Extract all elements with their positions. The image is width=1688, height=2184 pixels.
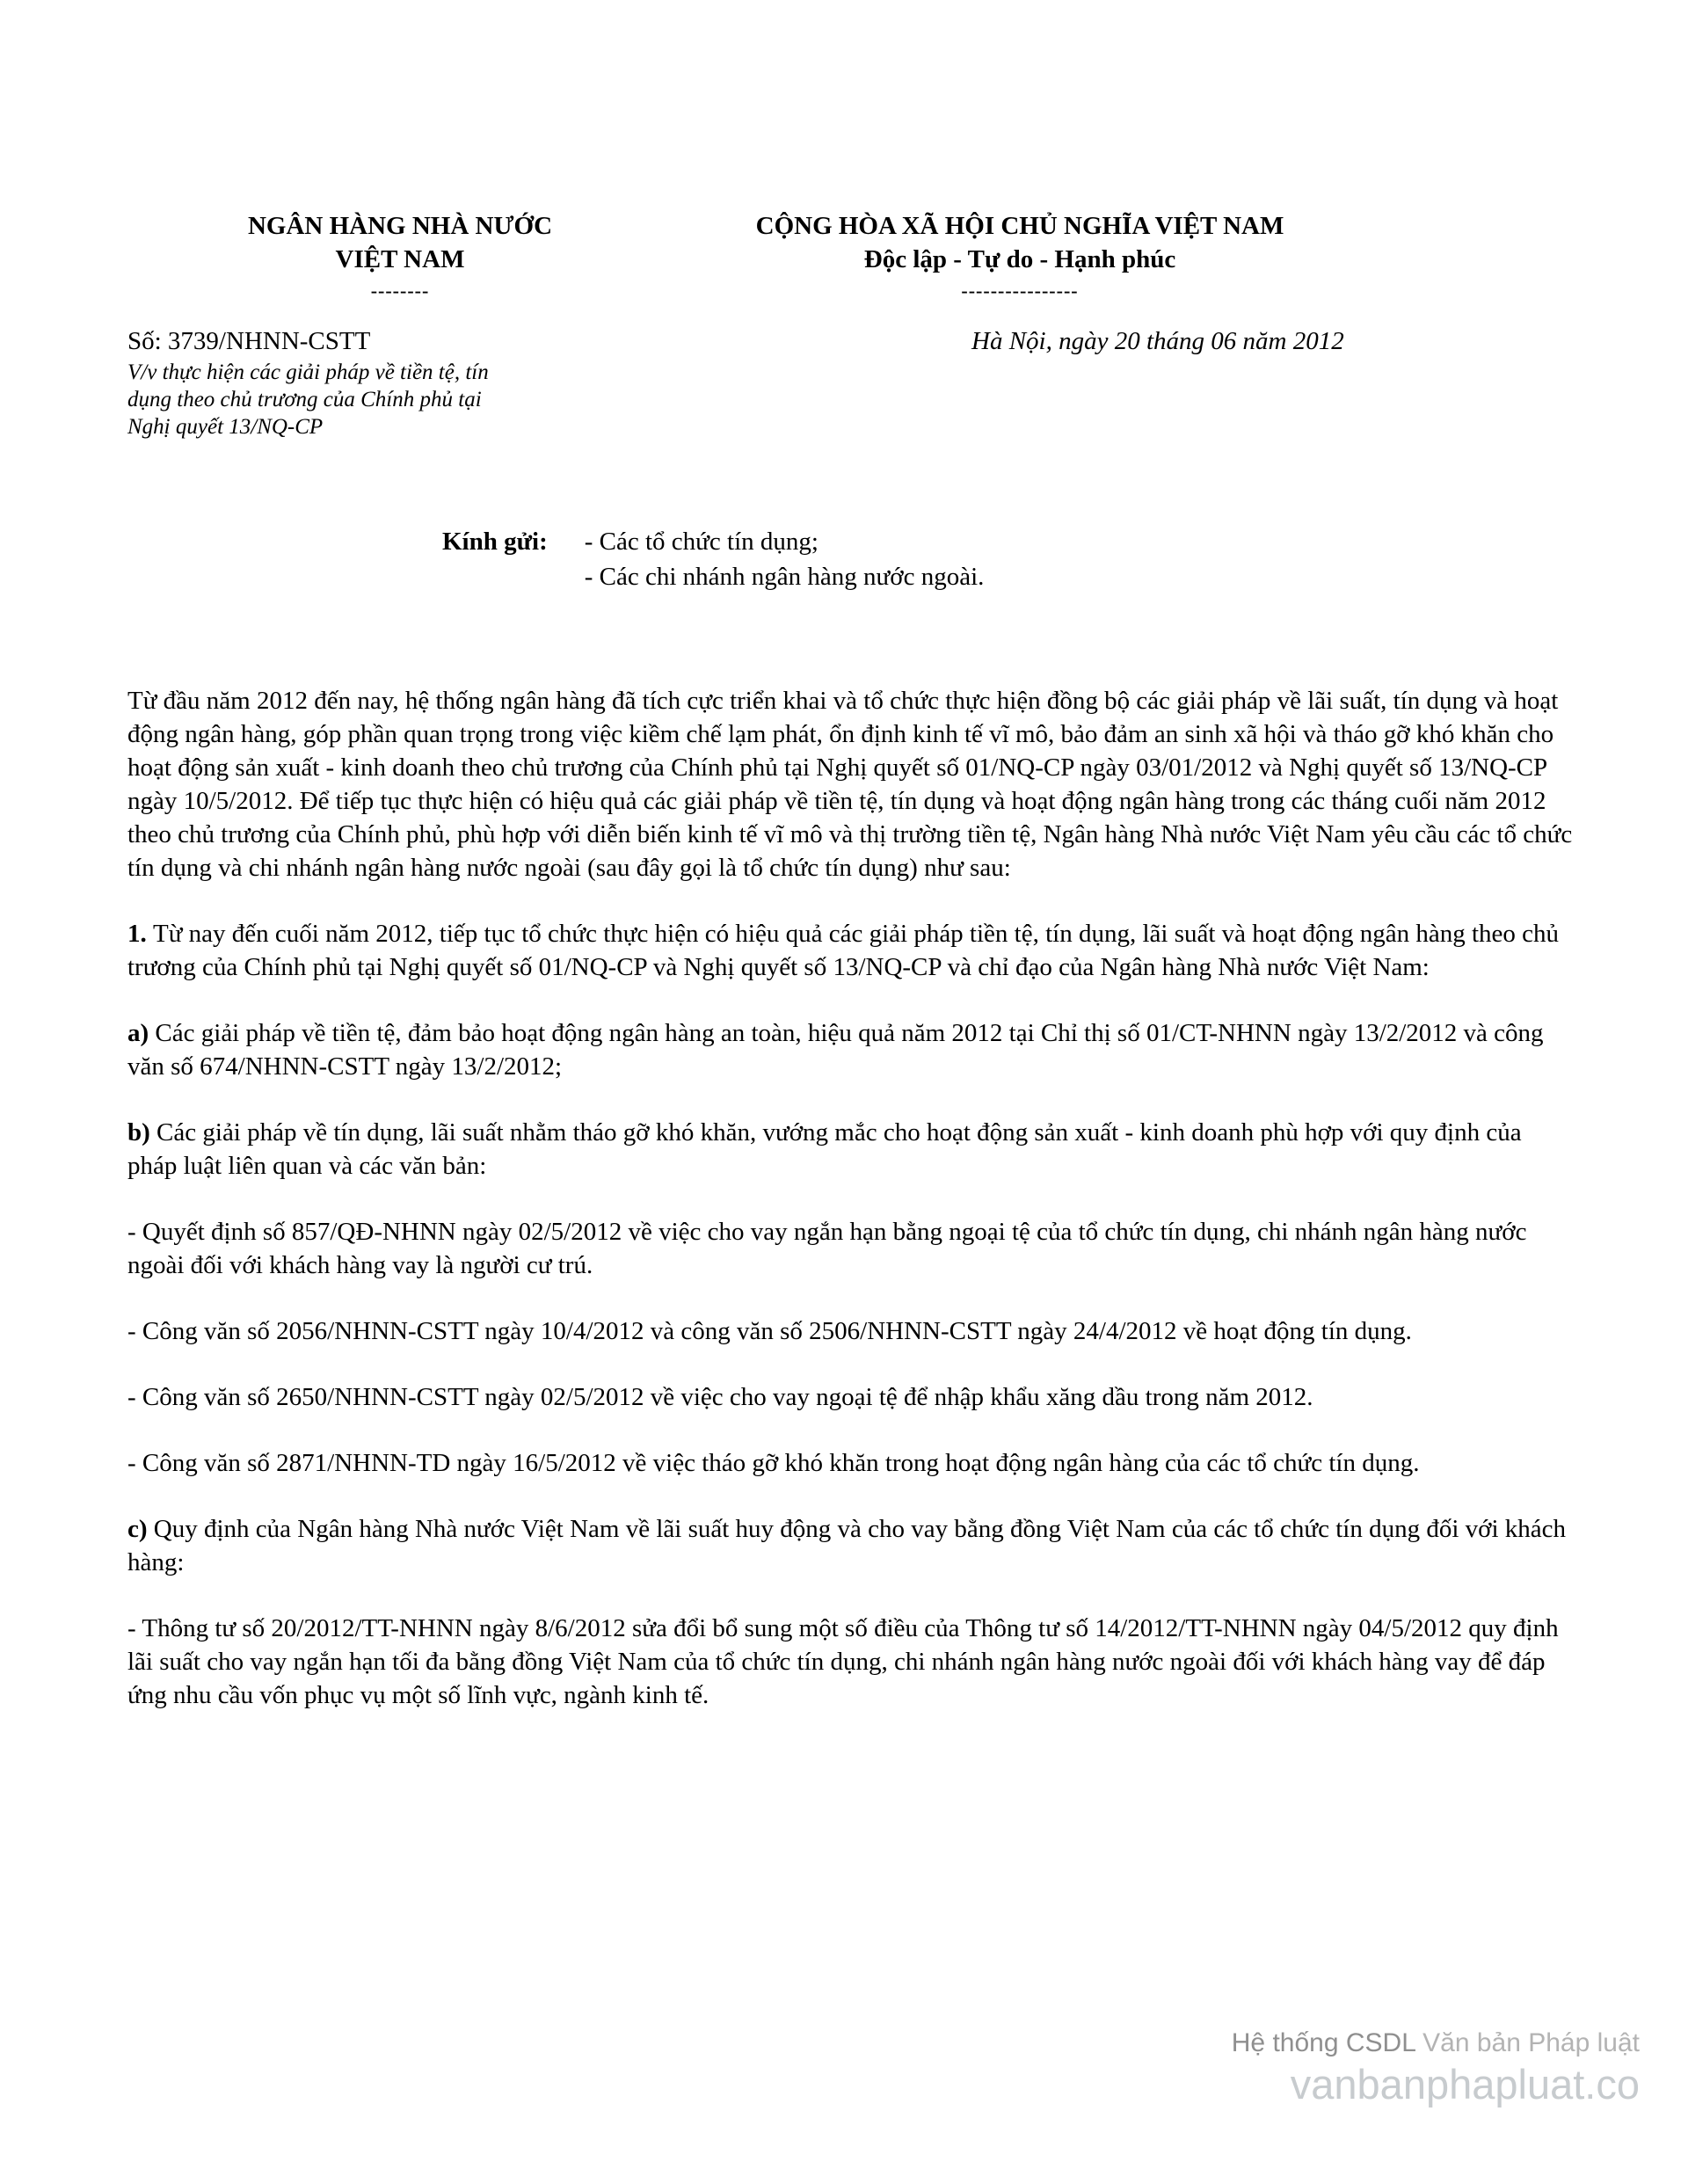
watermark-system-suffix: Văn bản Pháp luật [1422,2028,1640,2058]
body-paragraph [127,1446,1574,1480]
paragraph-text: Từ đầu năm 2012 đến nay, hệ thống ngân hàng đã tích cực triển khai và tổ chức thực hiện đồng bộ các giải pháp về lãi suất, tín dụng và hoạt động ngân hàng, góp phần quan trọng trong việc kiềm chế lạm phát, ổn định kinh tế vĩ mô, bảo đảm an sinh xã hội và tháo gỡ khó khăn cho hoạt động sản xuất - kinh doanh theo chủ trương của Chính phủ tại Nghị quyết số 01/NQ-CP ngày 03/01/2012 và Nghị quyết số 13/NQ-CP ngày 10/5/2012. Để tiếp tục thực hiện có hiệu quả các giải pháp về tiền tệ, tín dụng và hoạt động ngân hàng trong các tháng cuối năm 2012 theo chủ trương của Chính phủ, phù hợp với diễn biến kinh tế vĩ mô và thị trường tiền tệ, Ngân hàng Nhà nước Việt Nam yêu cầu các tổ chức tín dụng và chi nhánh ngân hàng nước ngoài (sau đây gọi là tổ chức tín dụng) như sau: [127,687,1573,882]
paragraph-text: Từ nay đến cuối năm 2012, tiếp tục tổ chức thực hiện có hiệu quả các giải pháp tiền tệ, tín dụng, lãi suất và hoạt động ngân hàng theo chủ trương của Chính phủ tại Nghị quyết số 01/NQ-CP và Nghị quyết số 13/NQ-CP và chỉ đạo của Ngân hàng Nhà nước Việt Nam: [127,920,1560,981]
org-divider: -------- [370,280,430,302]
body-paragraph [127,684,1574,885]
body-paragraph [127,1512,1574,1579]
paragraph-text: - Thông tư số 20/2012/TT-NHNN ngày 8/6/2012 sửa đổi bổ sung một số điều của Thông tư số 14/2012/TT-NHNN ngày 04/5/2012 quy định lãi suất cho vay ngắn hạn tối đa bằng đồng Việt Nam của tổ chức tín dụng, chi nhánh ngân hàng nước ngoài đối với khách hàng vay để đáp ứng nhu cầu vốn phục vụ một số lĩnh vực, ngành kinh tế. [127,1614,1559,1709]
national-motto: Độc lập - Tự do - Hạnh phúc [863,245,1176,273]
national-header-block [738,209,1301,302]
place-and-date: Hà Nội, ngày 20 tháng 06 năm 2012 [971,327,1344,355]
body-paragraph [127,1314,1574,1348]
issuing-org-name-line1: NGÂN HÀNG NHÀ NƯỚC [247,212,553,240]
body-paragraph [127,917,1574,984]
body-paragraph [127,1215,1574,1282]
paragraph-lead: b) [127,1118,157,1147]
body-paragraph [127,1612,1574,1712]
watermark-system-name: Hệ thống CSDL [1231,2028,1415,2058]
recipient-item: - Các tổ chức tín dụng; [584,528,819,556]
document-body [127,684,1574,1712]
recipients-label: Kính gửi: [442,528,548,556]
paragraph-text: - Công văn số 2650/NHNN-CSTT ngày 02/5/2012 về việc cho vay ngoại tệ để nhập khẩu xăng dầu trong năm 2012. [127,1383,1313,1411]
issuing-org-block [127,209,673,302]
paragraph-text: - Quyết định số 857/QĐ-NHNN ngày 02/5/2012 về việc cho vay ngắn hạn bằng ngoại tệ của tổ chức tín dụng, chi nhánh ngân hàng nước ngoài đối với khách hàng vay là người cư trú. [127,1218,1527,1279]
paragraph-text: - Công văn số 2056/NHNN-CSTT ngày 10/4/2012 và công văn số 2506/NHNN-CSTT ngày 24/4/2012 về hoạt động tín dụng. [127,1317,1412,1345]
body-paragraph [127,1016,1574,1083]
body-paragraph [127,1116,1574,1183]
document-number: Số: 3739/NHNN-CSTT [127,327,371,355]
paragraph-text: Quy định của Ngân hàng Nhà nước Việt Nam về lãi suất huy động và cho vay bằng đồng Việt Nam của các tổ chức tín dụng đối với khách hàng: [127,1515,1567,1576]
recipient-item: - Các chi nhánh ngân hàng nước ngoài. [584,563,985,591]
issuing-org-name-line2: VIỆT NAM [335,245,465,273]
document-meta [127,325,1574,466]
recipients-list [585,524,985,594]
paragraph-text: - Công văn số 2871/NHNN-TD ngày 16/5/2012 về việc tháo gỡ khó khăn trong hoạt động ngân hàng của các tổ chức tín dụng. [127,1449,1420,1477]
paragraph-lead: c) [127,1515,154,1543]
paragraph-lead: 1. [127,920,153,948]
paragraph-text: Các giải pháp về tín dụng, lãi suất nhằm tháo gỡ khó khăn, vướng mắc cho hoạt động sản xuất - kinh doanh phù hợp với quy định của pháp luật liên quan và các văn bản: [127,1118,1522,1180]
body-paragraph [127,1380,1574,1414]
watermark-system-label [1232,2028,1640,2059]
recipients-block [442,524,1574,594]
paragraph-text: Các giải pháp về tiền tệ, đảm bảo hoạt động ngân hàng an toàn, hiệu quả năm 2012 tại Chỉ thị số 01/CT-NHNN ngày 13/2/2012 và công văn số 674/NHNN-CSTT ngày 13/2/2012; [127,1019,1544,1081]
document-subject: V/v thực hiện các giải pháp về tiền tệ, tín dụng theo chủ trương của Chính phủ tại Nghị quyết 13/NQ-CP [127,360,489,439]
paragraph-lead: a) [127,1019,156,1047]
site-watermark [1232,2028,1640,2108]
watermark-site-url: vanbanphapluat.co [1290,2060,1640,2108]
document-header [127,209,1574,302]
motto-divider: ---------------- [961,280,1079,302]
national-title: CỘNG HÒA XÃ HỘI CHỦ NGHĨA VIỆT NAM [755,212,1284,240]
